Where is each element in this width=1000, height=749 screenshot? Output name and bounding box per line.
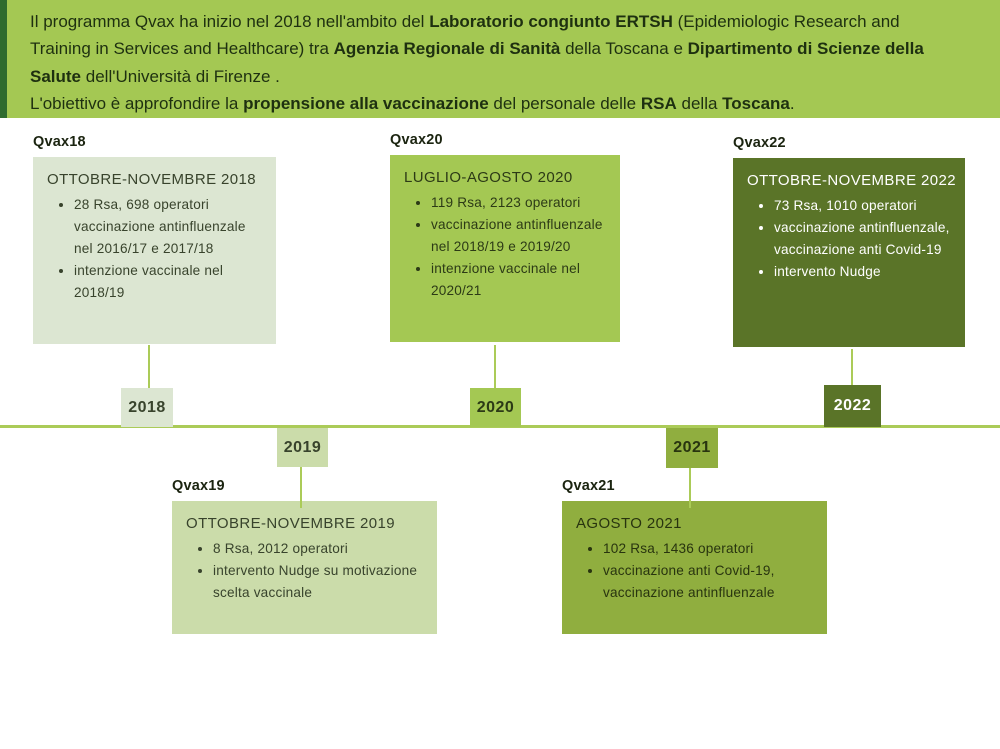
connector-2021 <box>689 467 691 508</box>
event-label-qvax19: Qvax19 <box>172 478 225 494</box>
event-qvax20 <box>390 132 620 342</box>
event-qvax22 <box>733 135 965 347</box>
accent-stripe <box>0 0 7 118</box>
connector-2022 <box>851 349 853 387</box>
event-bullet-list <box>576 538 815 604</box>
text-segment-bold: Laboratorio congiunto ERTSH <box>429 12 673 31</box>
event-bullet: • vaccinazione antinfluenzale, vaccinazione anti Covid-19 <box>774 217 953 261</box>
text-segment-bold: Agenzia Regionale di Sanità <box>333 39 561 59</box>
event-qvax19 <box>172 478 437 634</box>
text-segment: del personale delle <box>488 94 641 114</box>
text-segment: della Toscana e <box>560 39 688 59</box>
text-segment-bold: propensione alla vaccinazione <box>243 94 489 114</box>
text-segment: (Epidemiologic Research and Training in Services and Healthcare) tra <box>30 12 900 59</box>
text-segment: dell'Università di Firenze . <box>81 66 280 86</box>
event-bullet: • 28 Rsa, 698 operatori vaccinazione antinfluenzale nel 2016/17 e 2017/18 <box>74 194 264 260</box>
event-qvax21 <box>562 478 827 634</box>
event-bullet: • vaccinazione anti Covid-19, vaccinazione antinfluenzale <box>603 560 815 604</box>
logo-strip <box>0 660 1000 749</box>
event-card-qvax20 <box>390 155 620 342</box>
text-segment: . <box>789 94 795 114</box>
text-segment-bold: RSA <box>640 94 677 114</box>
event-bullet: • intervento Nudge <box>774 261 953 283</box>
text-segment: L'obiettivo è approfondire la <box>30 94 244 114</box>
event-label-qvax18: Qvax18 <box>33 134 86 150</box>
event-period: OTTOBRE-NOVEMBRE 2019 <box>186 515 396 532</box>
event-bullet-list <box>404 192 608 302</box>
event-card-qvax21 <box>562 501 827 634</box>
intro-paragraph-1 <box>30 8 962 90</box>
text-segment: Il programma Qvax ha inizio nel 2018 nell'ambito del <box>30 12 430 31</box>
event-card-qvax22 <box>733 158 965 347</box>
event-bullet: • intervento Nudge su motivazione scelta vaccinale <box>213 560 425 604</box>
event-bullet: • vaccinazione antinfluenzale nel 2018/19 e 2019/20 <box>431 214 608 258</box>
connector-2020 <box>494 345 496 389</box>
event-bullet-list <box>47 194 264 304</box>
event-period: OTTOBRE-NOVEMBRE 2022 <box>747 172 957 189</box>
intro-paragraph-2 <box>30 90 962 117</box>
event-label-qvax21: Qvax21 <box>562 478 615 494</box>
event-period: OTTOBRE-NOVEMBRE 2018 <box>47 171 257 188</box>
intro-banner <box>0 0 1000 118</box>
connector-2019 <box>300 466 302 508</box>
year-badge-2021: 2021 <box>666 428 718 468</box>
event-bullet: • 119 Rsa, 2123 operatori <box>431 192 608 214</box>
event-bullet: • 8 Rsa, 2012 operatori <box>213 538 425 560</box>
event-bullet-list <box>747 195 953 283</box>
year-badge-2022: 2022 <box>824 385 881 427</box>
year-badge-2018: 2018 <box>121 388 173 427</box>
event-qvax18 <box>33 134 276 344</box>
year-badge-2020: 2020 <box>470 388 521 427</box>
event-label-qvax20: Qvax20 <box>390 132 443 148</box>
event-label-qvax22: Qvax22 <box>733 135 786 151</box>
event-bullet: • intenzione vaccinale nel 2020/21 <box>431 258 608 302</box>
event-card-qvax19 <box>172 501 437 634</box>
event-period: AGOSTO 2021 <box>576 515 682 532</box>
event-bullet: • intenzione vaccinale nel 2018/19 <box>74 260 264 304</box>
text-segment-bold: Dipartimento di Scienze della Salute <box>30 39 924 86</box>
year-badge-2019: 2019 <box>277 428 328 467</box>
connector-2018 <box>148 345 150 389</box>
event-bullet-list <box>186 538 425 604</box>
event-period: LUGLIO-AGOSTO 2020 <box>404 169 573 186</box>
text-segment-bold: Toscana <box>722 94 790 114</box>
text-segment: della <box>676 94 723 114</box>
event-bullet: • 102 Rsa, 1436 operatori <box>603 538 815 560</box>
event-card-qvax18 <box>33 157 276 344</box>
event-bullet: • 73 Rsa, 1010 operatori <box>774 195 953 217</box>
